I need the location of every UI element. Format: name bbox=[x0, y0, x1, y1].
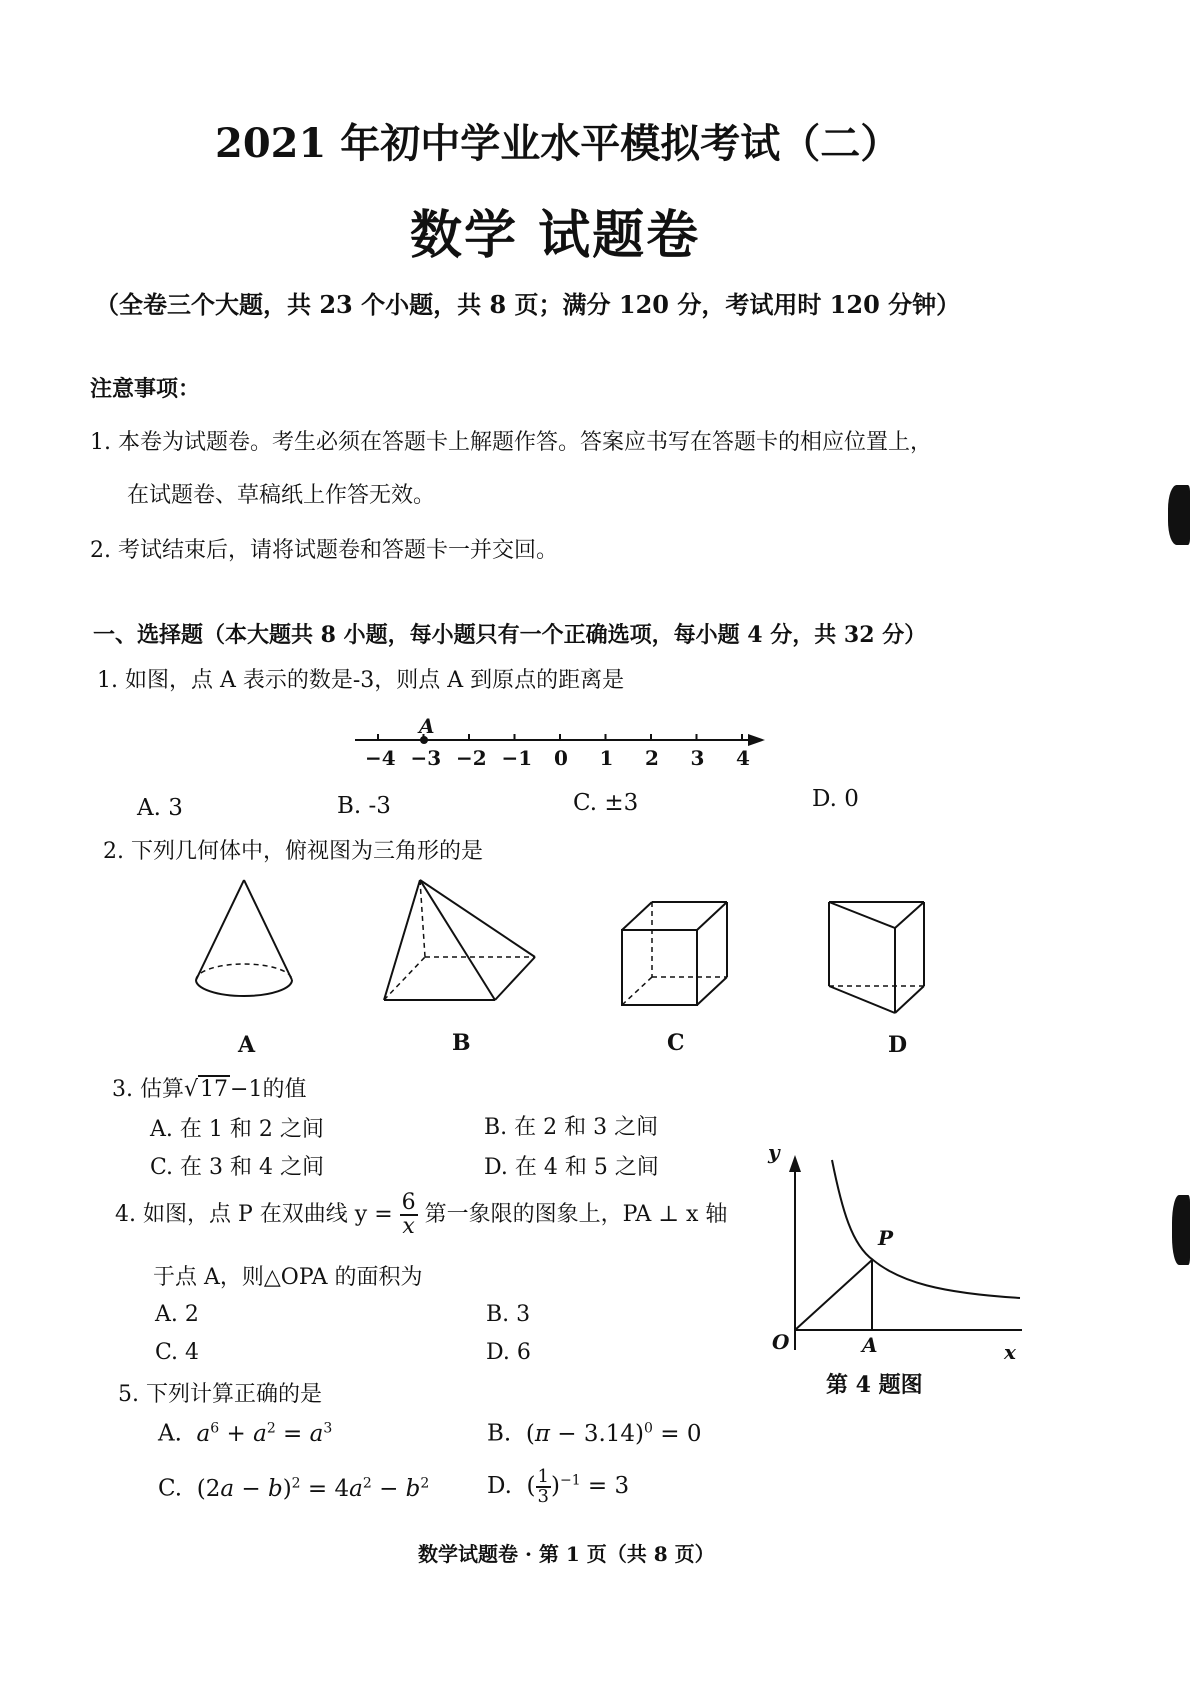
axis-y-label: y bbox=[768, 1140, 780, 1164]
point-a-label: A bbox=[862, 1333, 878, 1357]
q4-fraction bbox=[400, 1192, 418, 1238]
number-line-tick-label: −3 bbox=[410, 746, 442, 770]
q3-radicand: 17 bbox=[200, 1077, 229, 1102]
number-line-tick-label: 4 bbox=[736, 746, 750, 770]
q2-label-d: D bbox=[888, 1032, 908, 1058]
q3-option-a: A. 在 1 和 2 之间 bbox=[150, 1117, 324, 1142]
q4-frac-num: 6 bbox=[401, 1190, 416, 1215]
q2-label-b: B bbox=[452, 1030, 471, 1056]
number-line-tick-label: 1 bbox=[599, 746, 614, 770]
question-5-stem: 5. 下列计算正确的是 bbox=[118, 1382, 322, 1407]
number-line-tick-label: 0 bbox=[554, 746, 568, 770]
number-line-tick-label: −1 bbox=[501, 746, 533, 770]
pyramid-figure bbox=[380, 875, 550, 1015]
q5-option-d bbox=[487, 1468, 629, 1506]
q3-option-b: B. 在 2 和 3 之间 bbox=[484, 1115, 659, 1140]
hyperbola-figure bbox=[770, 1150, 1030, 1370]
question-3-stem bbox=[112, 1072, 306, 1103]
exam-title: 2021 年初中学业水平模拟考试（二） bbox=[215, 120, 901, 167]
question-4-stem-line2: 于点 A，则△OPA 的面积为 bbox=[153, 1265, 423, 1290]
q3-option-c: C. 在 3 和 4 之间 bbox=[150, 1155, 325, 1180]
q5-option-b-expr: $(\pi - 3.14)^0 = 0$ bbox=[518, 1420, 702, 1447]
q4-frac-den: x bbox=[402, 1214, 415, 1239]
number-line-tick-label: −2 bbox=[456, 746, 487, 770]
number-line-tick-label: 2 bbox=[645, 746, 659, 770]
notice-heading: 注意事项： bbox=[90, 376, 201, 402]
notice-item-2: 2. 考试结束后，请将试题卷和答题卡一并交回。 bbox=[90, 538, 558, 563]
scan-edge-mark bbox=[1172, 1195, 1190, 1265]
figure-4-caption: 第 4 题图 bbox=[826, 1372, 923, 1398]
question-2-stem: 2. 下列几何体中，俯视图为三角形的是 bbox=[103, 839, 483, 864]
page-footer: 数学试题卷 · 第 1 页（共 8 页） bbox=[418, 1542, 715, 1566]
point-p-label: P bbox=[878, 1226, 894, 1250]
number-line-tick-label: 3 bbox=[690, 746, 705, 770]
q5-option-a bbox=[158, 1420, 332, 1447]
section-heading: 一、选择题（本大题共 8 小题，每小题只有一个正确选项，每小题 4 分，共 32 分） bbox=[93, 622, 927, 648]
q4-option-b: B. 3 bbox=[486, 1302, 531, 1327]
q1-option-c: C. ±3 bbox=[573, 790, 639, 816]
q2-label-a: A bbox=[238, 1032, 256, 1058]
q5-option-c bbox=[158, 1475, 429, 1502]
number-line-tick-label: −4 bbox=[365, 746, 396, 770]
q4-option-c: C. 4 bbox=[155, 1340, 200, 1365]
q4-stem-suffix: 第一象限的图象上，PA ⊥ x 轴 bbox=[424, 1202, 728, 1227]
sqrt-sign: √ bbox=[183, 1077, 199, 1102]
q5-option-b-label: B. bbox=[487, 1420, 512, 1447]
number-line-point-label: A bbox=[419, 714, 435, 738]
question-1-stem: 1. 如图，点 A 表示的数是-3，则点 A 到原点的距离是 bbox=[97, 668, 625, 693]
q5-option-a-label: A. bbox=[158, 1420, 182, 1447]
exam-subtitle: 数学 试题卷 bbox=[410, 205, 701, 266]
q4-option-d: D. 6 bbox=[486, 1340, 531, 1365]
q5-option-c-expr: $(2a - b)^2 = 4a^2 - b^2$ bbox=[189, 1475, 430, 1502]
q4-option-a: A. 2 bbox=[155, 1302, 199, 1327]
cube-figure bbox=[620, 900, 740, 1020]
q3-option-d: D. 在 4 和 5 之间 bbox=[484, 1155, 659, 1180]
prism-figure bbox=[827, 900, 937, 1030]
q5-option-c-label: C. bbox=[158, 1475, 183, 1502]
exam-info: （全卷三个大题，共 23 个小题，共 8 页；满分 120 分，考试用时 120 分钟） bbox=[95, 290, 961, 319]
q5-option-d-expr: ( $\frac{1}{3}$ )$^{-1}$ = 3 bbox=[519, 1466, 630, 1507]
q5-option-a-expr: $a^6 + a^2 = a^3$ bbox=[196, 1420, 333, 1447]
q1-option-a: A. 3 bbox=[137, 795, 183, 821]
question-4-stem bbox=[115, 1192, 727, 1238]
origin-label: O bbox=[772, 1330, 790, 1354]
cone-figure bbox=[190, 880, 310, 1020]
q5-option-b bbox=[487, 1420, 701, 1447]
scan-edge-mark bbox=[1168, 485, 1190, 545]
notice-item-1-cont: 在试题卷、草稿纸上作答无效。 bbox=[127, 483, 436, 508]
q1-option-d: D. 0 bbox=[812, 786, 859, 812]
q1-option-b: B. -3 bbox=[337, 793, 391, 819]
q5-option-d-label: D. bbox=[487, 1473, 512, 1499]
q3-stem-suffix: −1的值 bbox=[230, 1077, 307, 1102]
axis-x-label: x bbox=[1004, 1340, 1016, 1364]
q3-stem-prefix: 3. 估算 bbox=[112, 1077, 184, 1102]
notice-item-1: 1. 本卷为试题卷。考生必须在答题卡上解题作答。答案应书写在答题卡的相应位置上， bbox=[90, 430, 932, 455]
q4-stem-prefix: 4. 如图，点 P 在双曲线 y = bbox=[115, 1202, 393, 1227]
q2-label-c: C bbox=[667, 1030, 685, 1056]
